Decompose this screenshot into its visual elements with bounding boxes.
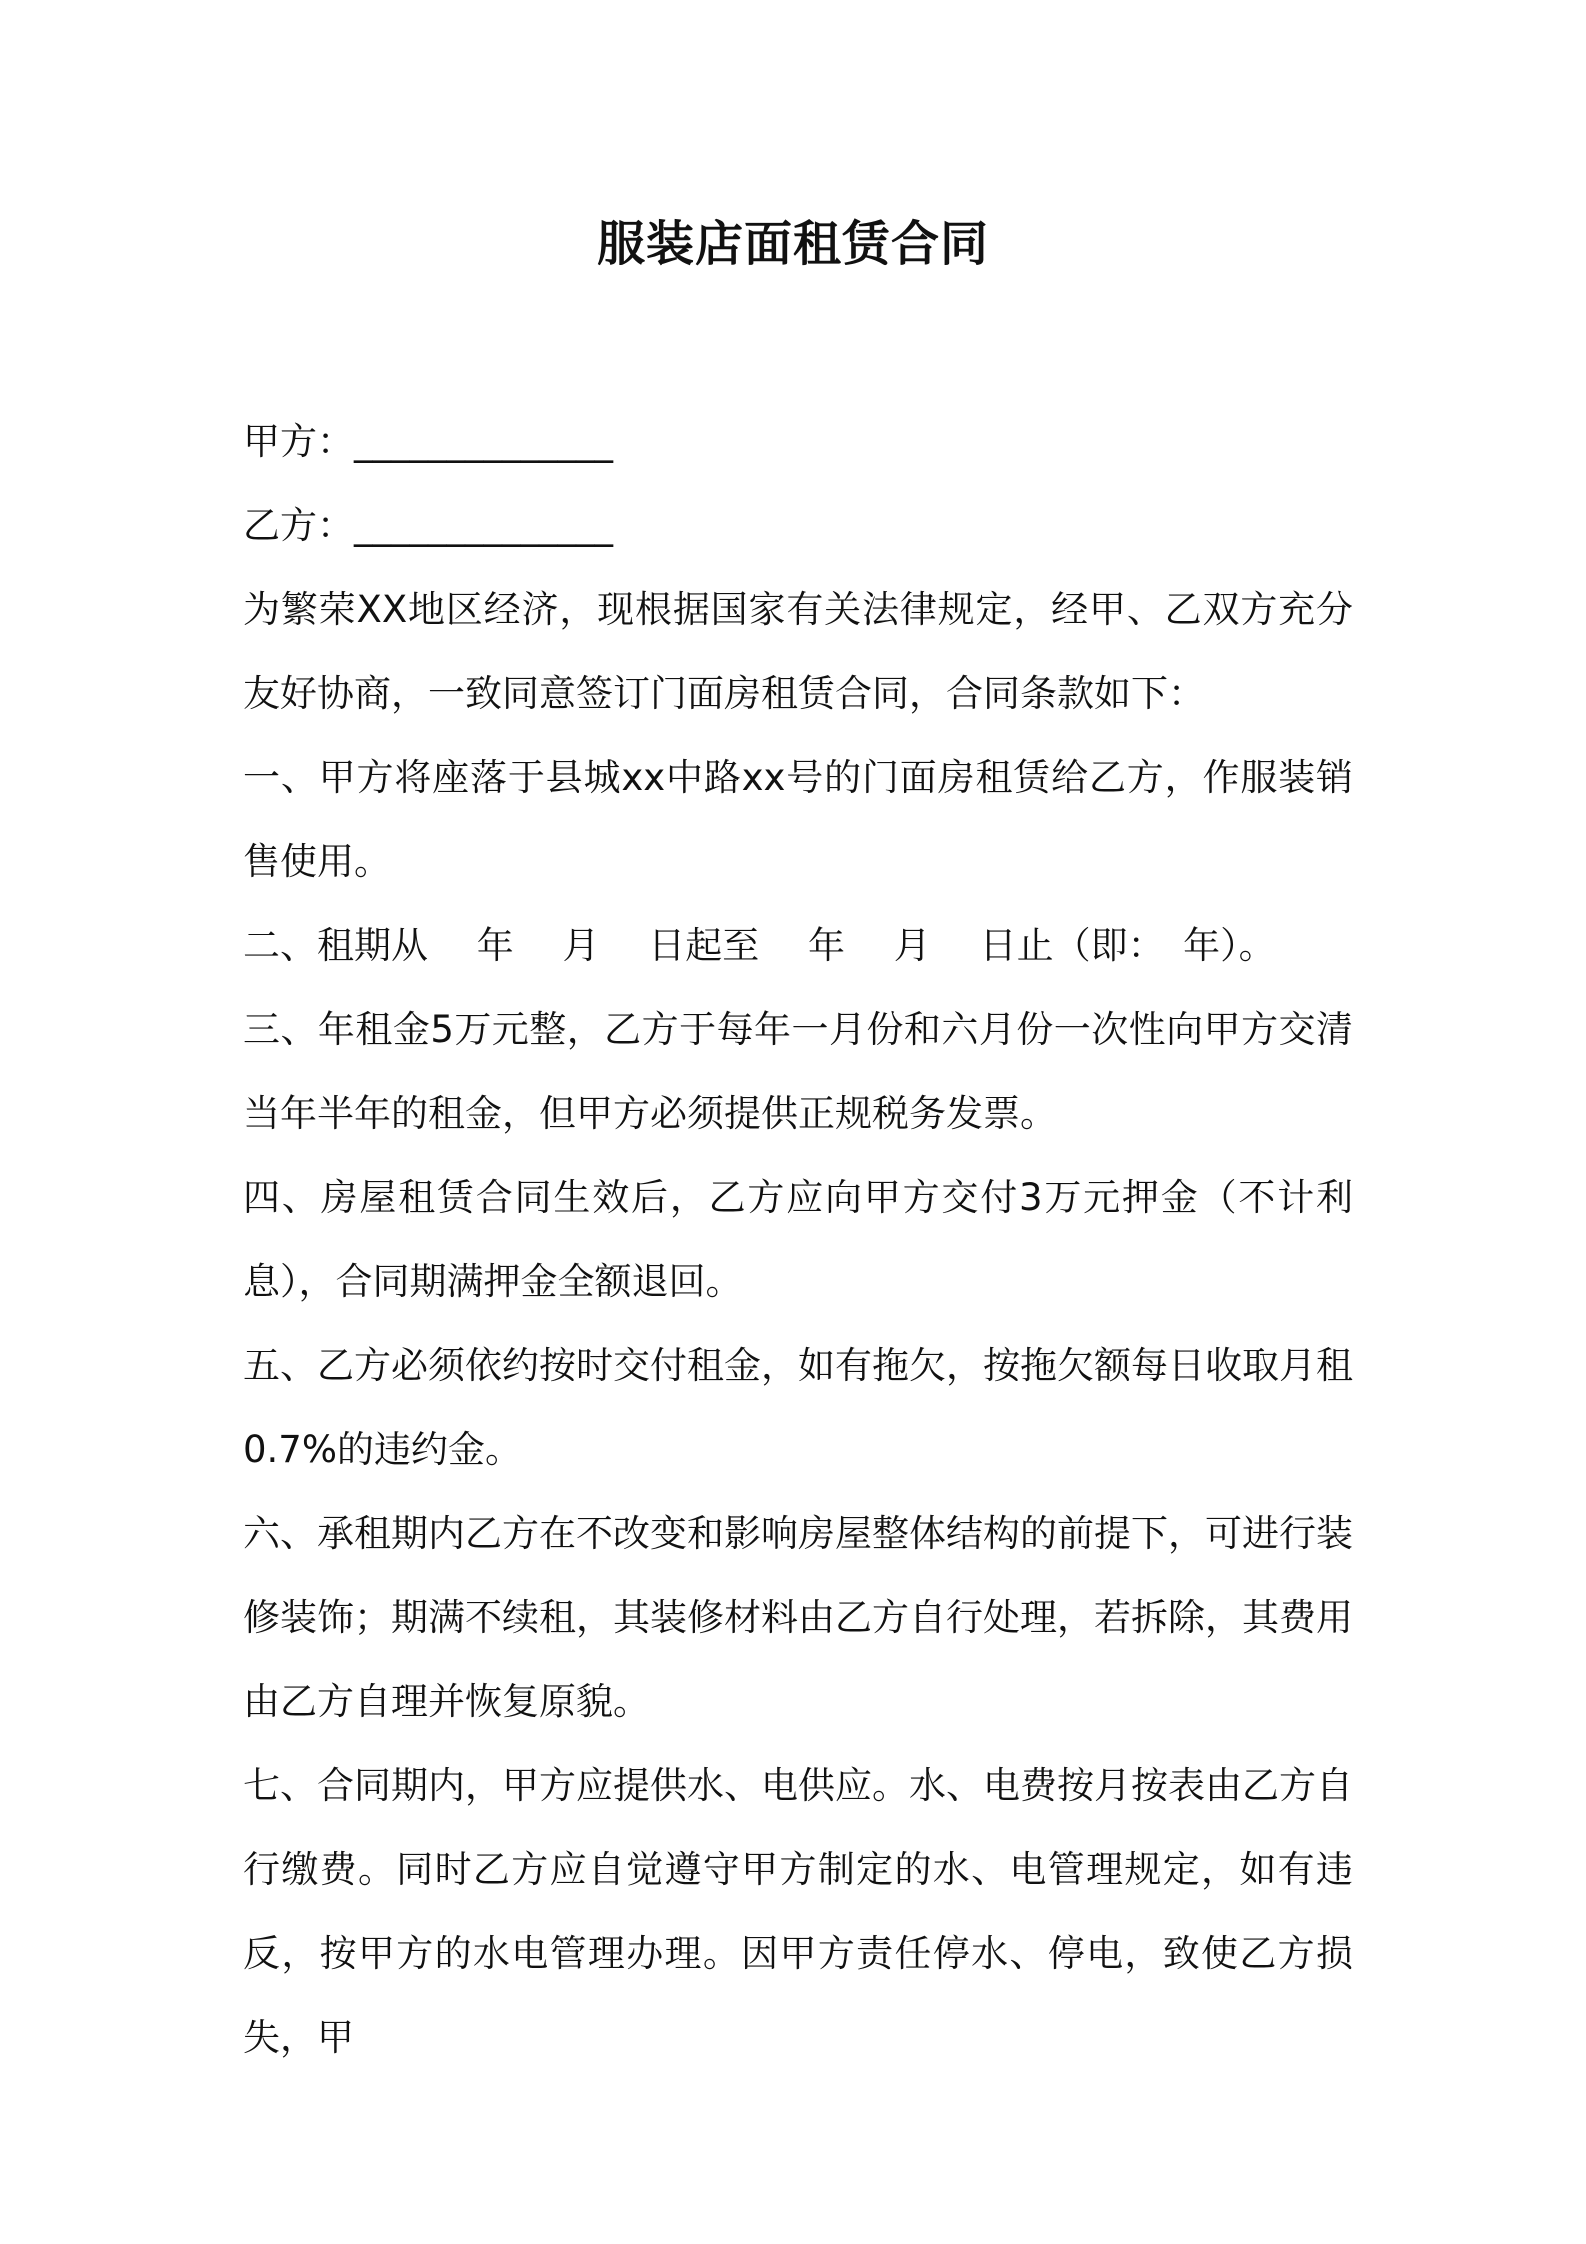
clause-2: 二、租期从 年 月 日起至 年 月 日止（即： 年）。 — [243, 924, 1276, 967]
clause-5: 五、乙方必须依约按时交付租金，如有拖欠，按拖欠额每日收取月租0.7%的违约金。 — [243, 1344, 1353, 1471]
preamble-paragraph: 为繁荣XX地区经济，现根据国家有关法律规定，经甲、乙双方充分友好协商，一致同意签订门面房租赁合同，合同条款如下： — [243, 588, 1353, 715]
party-b-label: 乙方： — [243, 504, 354, 547]
party-a-line — [243, 400, 1353, 484]
clause-1: 一、甲方将座落于县城xx中路xx号的门面房租赁给乙方，作服装销售使用。 — [243, 756, 1353, 883]
party-b-blank: ______________ — [354, 504, 613, 547]
clause-6: 六、承租期内乙方在不改变和影响房屋整体结构的前提下，可进行装修装饰；期满不续租，其装修材料由乙方自行处理，若拆除，其费用由乙方自理并恢复原貌。 — [243, 1512, 1353, 1723]
party-a-label: 甲方： — [243, 420, 354, 463]
clause-4: 四、房屋租赁合同生效后，乙方应向甲方交付3万元押金（不计利息），合同期满押金全额退回。 — [243, 1176, 1353, 1303]
document-title: 服装店面租赁合同 — [596, 216, 989, 272]
clause-3: 三、年租金5万元整，乙方于每年一月份和六月份一次性向甲方交清当年半年的租金，但甲方必须提供正规税务发票。 — [243, 1008, 1353, 1135]
document-body — [243, 400, 1353, 2080]
party-b-line — [243, 484, 1353, 568]
clause-7: 七、合同期内，甲方应提供水、电供应。水、电费按月按表由乙方自行缴费。同时乙方应自觉遵守甲方制定的水、电管理规定，如有违反，按甲方的水电管理办理。因甲方责任停水、停电，致使乙方损失，甲 — [243, 1764, 1353, 2059]
party-a-blank: ______________ — [354, 420, 613, 463]
